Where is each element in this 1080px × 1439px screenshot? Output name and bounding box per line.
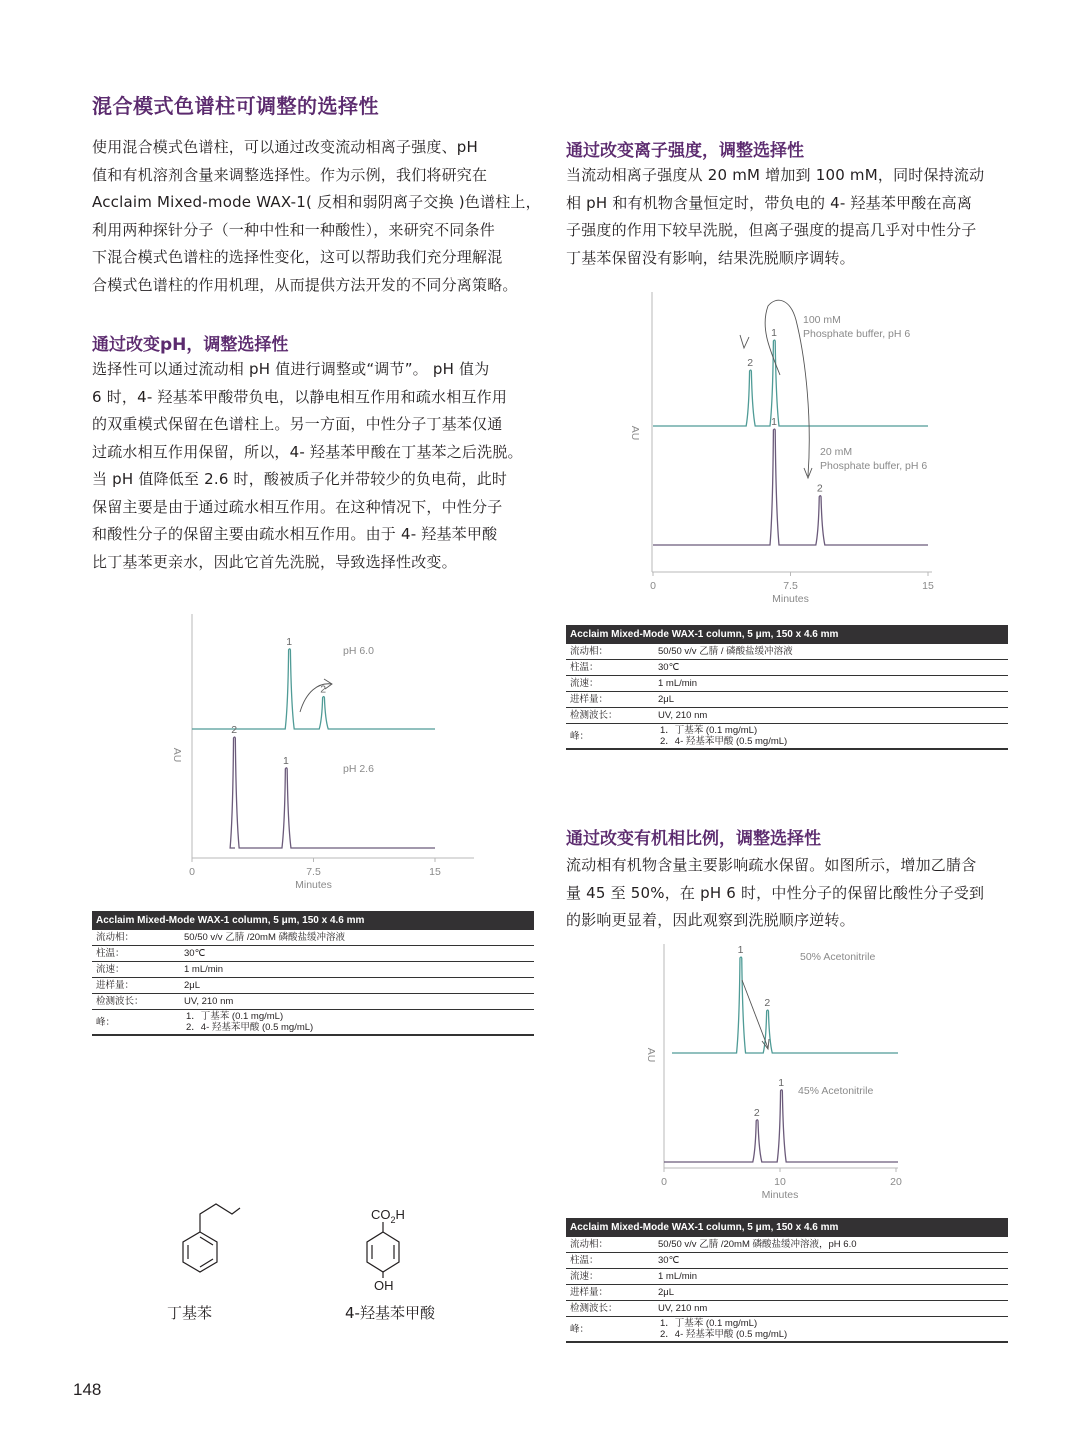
- condition-value: [180, 962, 534, 978]
- selectivity-arrow: [742, 980, 771, 1048]
- condition-value: [654, 676, 1008, 692]
- condition-key: 峰：: [566, 724, 654, 750]
- table-row: [566, 1317, 1008, 1343]
- ph-line: 过疏水相互作用保留，所以，4- 羟基苯甲酸在丁基苯之后洗脱。: [92, 442, 523, 461]
- ph-line: 6 时，4- 羟基苯甲酸带负电，以静电相互作用和疏水相互作用: [92, 387, 508, 406]
- condition-key: 检测波长：: [566, 1301, 654, 1317]
- intro-paragraph: [92, 134, 541, 299]
- series-name: pH 2.6: [343, 763, 374, 775]
- condition-value: [180, 930, 534, 946]
- peak-label: 2: [753, 1106, 760, 1119]
- series-line: [653, 340, 928, 426]
- arrow-head: [740, 335, 749, 348]
- peak-label: 1: [737, 944, 744, 956]
- organic-section-heading: 通过改变有机相比例，调整选择性: [566, 829, 821, 849]
- y-axis-label: AU: [171, 747, 183, 763]
- condition-value-line: 2μL: [184, 980, 201, 991]
- condition-key: 进样量：: [566, 1285, 654, 1301]
- series-name: 45% Acetonitrile: [798, 1085, 874, 1097]
- table-row: [566, 660, 1008, 676]
- condition-key: 柱温：: [92, 946, 180, 962]
- table-row: [566, 1237, 1008, 1253]
- ph-line: 和酸性分子的保留主要由疏水相互作用。由于 4- 羟基苯甲酸: [92, 525, 498, 543]
- x-tick-label: 10: [774, 1176, 786, 1188]
- condition-value: [654, 1301, 1008, 1317]
- condition-value: [654, 724, 1008, 750]
- condition-value-line: 1 mL/min: [184, 964, 224, 975]
- page-number: 148: [73, 1380, 102, 1399]
- condition-value-line: 1．丁基苯 (0.1 mg/mL): [660, 725, 758, 736]
- ionic-line: 子强度的作用下较早洗脱，但离子强度的提高几乎对中性分子: [566, 221, 977, 239]
- x-tick-label: 0: [661, 1176, 667, 1188]
- condition-value: [654, 1285, 1008, 1301]
- x-tick-label: 7.5: [783, 580, 798, 592]
- ph-section-heading: 通过改变pH，调整选择性: [92, 335, 289, 355]
- ph-line: 当 pH 值降低至 2.6 时，酸被质子化并带较少的负电荷，此时: [92, 470, 508, 488]
- condition-key: 柱温：: [566, 1253, 654, 1269]
- organic-conditions-table: [566, 1218, 1008, 1343]
- peak-label: 2: [764, 997, 771, 1009]
- hydroxybenzoic-drawing: [355, 1202, 425, 1292]
- condition-value-line: 30℃: [184, 948, 206, 959]
- series-line: [672, 957, 898, 1053]
- condition-value-line: UV, 210 nm: [184, 996, 234, 1007]
- series-name-part: 100 mM: [803, 314, 841, 326]
- condition-value-line: 2．4- 羟基苯甲酸 (0.5 mg/mL): [660, 736, 788, 747]
- series-line: [653, 429, 928, 545]
- peak-label: 1: [771, 327, 777, 339]
- condition-value: [654, 644, 1008, 660]
- condition-value: [180, 946, 534, 962]
- condition-value: [654, 1317, 1008, 1343]
- table-row: [92, 930, 534, 946]
- ph-conditions-table: [92, 911, 534, 1036]
- x-axis-label: Minutes: [295, 879, 332, 891]
- peak-label: 2: [231, 724, 238, 736]
- page-title: 混合模式色谱柱可调整的选择性: [92, 94, 379, 118]
- table-row: [566, 1285, 1008, 1301]
- condition-value: [654, 1253, 1008, 1269]
- condition-value: [654, 708, 1008, 724]
- ionic-line: 丁基苯保留没有影响，结果洗脱顺序调转。: [566, 248, 855, 267]
- condition-value-line: 30℃: [658, 1255, 680, 1266]
- ph-line: 保留主要是由于通过疏水相互作用。在这种情况下，中性分子: [92, 497, 503, 516]
- ph-chart-svg: [160, 612, 490, 898]
- organic-line: 流动相有机物含量主要影响疏水保留。如图所示，增加乙腈含: [566, 856, 977, 874]
- x-tick-label: 0: [650, 580, 656, 592]
- ph-line: 选择性可以通过流动相 pH 值进行调整或“调节”。 pH 值为: [92, 360, 490, 378]
- butylbenzene-structure: [170, 1200, 250, 1280]
- ionic-section-heading: 通过改变离子强度，调整选择性: [566, 141, 804, 161]
- y-axis-label: AU: [629, 425, 641, 441]
- table-row: [566, 692, 1008, 708]
- butylbenzene-drawing: [170, 1200, 250, 1280]
- condition-value-line: 2．4- 羟基苯甲酸 (0.5 mg/mL): [186, 1022, 314, 1033]
- table-header: Acclaim Mixed-Mode WAX-1 column, 5 μm, 150 x 4.6 mm: [566, 625, 1008, 644]
- series-name: 50% Acetonitrile: [800, 951, 876, 963]
- table-row: [566, 1269, 1008, 1285]
- intro-line: 合模式色谱柱的作用机理，从而提供方法开发的不同分离策略。: [92, 275, 518, 294]
- peak-label: 1: [778, 1076, 785, 1089]
- table-row: [92, 994, 534, 1010]
- table-row: [566, 708, 1008, 724]
- ionic-line: 当流动相离子强度从 20 mM 增加到 100 mM，同时保持流动: [566, 166, 985, 184]
- series-name: [820, 446, 927, 472]
- series-line: [664, 1090, 898, 1162]
- x-tick-label: 15: [429, 866, 441, 878]
- ph-chart: [160, 612, 490, 898]
- peak-label: 1: [283, 754, 289, 767]
- series-name-part: Phosphate buffer, pH 6: [803, 328, 911, 340]
- condition-key: 流速：: [92, 962, 180, 978]
- carboxyl-label: $CO_2H$: [371, 1207, 405, 1225]
- peak-label: 1: [286, 635, 293, 648]
- condition-key: 进样量：: [566, 692, 654, 708]
- peak-label: 2: [320, 683, 327, 696]
- condition-value-line: 2μL: [658, 694, 675, 705]
- hydroxybenzoic-label: 4-羟基苯甲酸: [345, 1304, 435, 1322]
- ionic-strength-chart: [620, 290, 950, 610]
- x-axis-label: Minutes: [761, 1189, 799, 1201]
- condition-value-line: 1．丁基苯 (0.1 mg/mL): [186, 1011, 284, 1022]
- condition-value: [654, 1269, 1008, 1285]
- ionic-line: 相 pH 和有机物含量恒定时，带负电的 4- 羟基苯甲酸在高离: [566, 193, 973, 212]
- table-row: [92, 946, 534, 962]
- series-line: [230, 737, 435, 848]
- table-header: Acclaim Mixed-Mode WAX-1 column, 5 μm, 150 x 4.6 mm: [92, 911, 534, 930]
- condition-value-line: UV, 210 nm: [658, 1303, 708, 1314]
- series-name-part: Phosphate buffer, pH 6: [820, 460, 928, 472]
- intro-line: Acclaim Mixed-mode WAX-1( 反相和弱阴离子交换 )色谱柱上，: [92, 193, 541, 211]
- series-name-part: 20 mM: [820, 446, 853, 458]
- condition-key: 检测波长：: [92, 994, 180, 1010]
- condition-value-line: 30℃: [658, 662, 680, 673]
- condition-key: 流速：: [566, 676, 654, 692]
- table-row: [566, 644, 1008, 660]
- ionic-chart-svg: [620, 290, 950, 610]
- table-row: [566, 676, 1008, 692]
- x-tick-label: 15: [922, 580, 934, 592]
- peak-label: 2: [747, 357, 754, 369]
- hydroxybenzoic-structure: [355, 1202, 425, 1292]
- ph-line: 的双重模式保留在色谱柱上。另一方面，中性分子丁基苯仅通: [92, 415, 503, 433]
- condition-key: 峰：: [566, 1317, 654, 1343]
- series-name: pH 6.0: [343, 645, 374, 657]
- table-header: Acclaim Mixed-Mode WAX-1 column, 5 μm, 150 x 4.6 mm: [566, 1218, 1008, 1237]
- condition-value: [180, 978, 534, 994]
- intro-line: 利用两种探针分子（一种中性和一种酸性），来研究不同条件: [92, 220, 495, 239]
- ionic-section-paragraph: [566, 162, 984, 272]
- organic-section-paragraph: [566, 852, 984, 935]
- condition-key: 流动相：: [566, 644, 654, 660]
- condition-value-line: 1．丁基苯 (0.1 mg/mL): [660, 1318, 758, 1329]
- selectivity-arrow: [300, 684, 332, 712]
- condition-key: 流动相：: [566, 1237, 654, 1253]
- organic-line: 的影响更显着，因此观察到洗脱顺序逆转。: [566, 911, 855, 929]
- peak-label: 2: [816, 482, 823, 495]
- organic-line: 量 45 至 50%，在 pH 6 时，中性分子的保留比酸性分子受到: [566, 883, 985, 902]
- condition-value: [654, 692, 1008, 708]
- intro-line: 下混合模式色谱柱的选择性变化，这可以帮助我们充分理解混: [92, 248, 503, 266]
- condition-value: [654, 1237, 1008, 1253]
- condition-value-line: 1 mL/min: [658, 678, 698, 689]
- ph-line: 比丁基苯更亲水，因此它首先洗脱，导致选择性改变。: [92, 552, 457, 571]
- condition-value: [180, 994, 534, 1010]
- y-axis-label: AU: [645, 1047, 657, 1063]
- condition-value-line: 2．4- 羟基苯甲酸 (0.5 mg/mL): [660, 1329, 788, 1340]
- ionic-conditions-table: [566, 625, 1008, 750]
- x-axis-label: Minutes: [772, 593, 809, 605]
- condition-key: 柱温：: [566, 660, 654, 676]
- table-row: [92, 962, 534, 978]
- condition-value-line: 50/50 v/v 乙腈 / 磷酸盐缓冲溶液: [658, 646, 793, 657]
- table-row: [566, 1301, 1008, 1317]
- organic-chart-svg: [632, 942, 922, 1208]
- x-tick-label: 20: [890, 1176, 902, 1188]
- butylbenzene-label: 丁基苯: [167, 1304, 213, 1322]
- condition-value: [180, 1010, 534, 1036]
- x-tick-label: 7.5: [306, 866, 321, 878]
- table-row: [92, 1010, 534, 1036]
- hydroxyl-label: OH: [374, 1278, 394, 1292]
- condition-key: 进样量：: [92, 978, 180, 994]
- series-name: [803, 314, 910, 340]
- condition-key: 流速：: [566, 1269, 654, 1285]
- table-row: [92, 978, 534, 994]
- table-row: [566, 724, 1008, 750]
- ph-section-paragraph: [92, 356, 523, 576]
- condition-key: 检测波长：: [566, 708, 654, 724]
- organic-chart: [632, 942, 922, 1208]
- condition-value: [654, 660, 1008, 676]
- condition-key: 峰：: [92, 1010, 180, 1036]
- table-row: [566, 1253, 1008, 1269]
- condition-value-line: UV, 210 nm: [658, 710, 708, 721]
- peak-label: 1: [771, 416, 777, 428]
- x-tick-label: 0: [189, 866, 195, 878]
- condition-value-line: 1 mL/min: [658, 1271, 698, 1282]
- condition-value-line: 50/50 v/v 乙腈 /20mM 磷酸盐缓冲溶液，pH 6.0: [658, 1239, 857, 1250]
- intro-line: 使用混合模式色谱柱，可以通过改变流动相离子强度、pH: [92, 138, 479, 156]
- condition-value-line: 2μL: [658, 1287, 675, 1298]
- condition-value-line: 50/50 v/v 乙腈 /20mM 磷酸盐缓冲溶液: [184, 932, 346, 943]
- condition-key: 流动相：: [92, 930, 180, 946]
- intro-line: 值和有机溶剂含量来调整选择性。作为示例，我们将研究在: [92, 165, 488, 184]
